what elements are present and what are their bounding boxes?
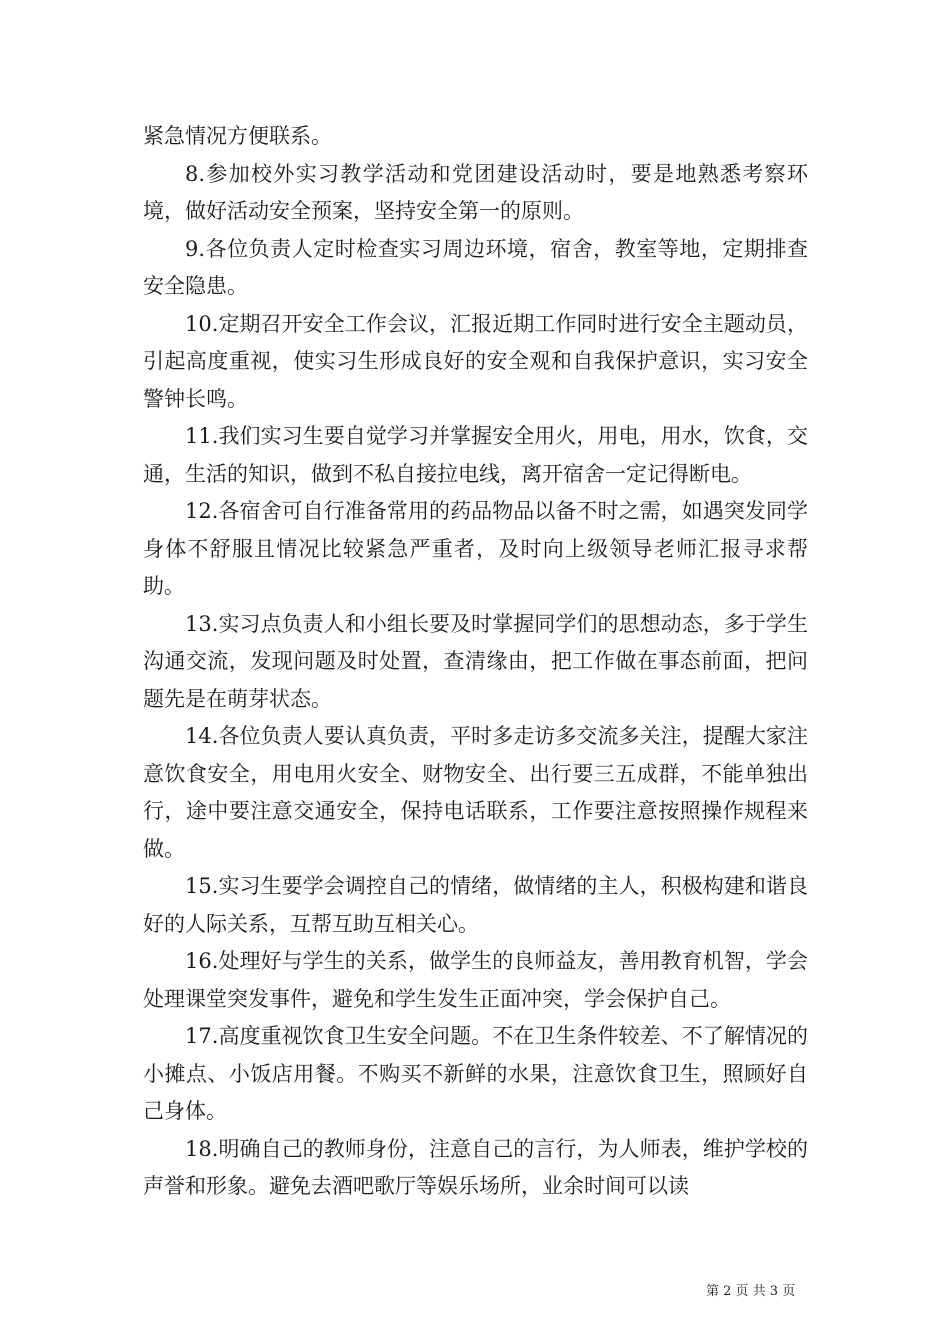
- paragraph-item-9: 9.各位负责人定时检查实习周边环境，宿舍，教室等地，定期排查安全隐患。: [143, 236, 808, 298]
- paragraph-item-14: 14.各位负责人要认真负责，平时多走访多交流多关注，提醒大家注意饮食安全，用电用火安全、财物安全、出行要三五成群，不能单独出行，途中要注意交通安全，保持电话联系，工作要注意按照操作规程来做。: [143, 724, 808, 861]
- paragraph-item-16: 16.处理好与学生的关系，做学生的良师益友，善用教育机智，学会处理课堂突发事件，避免和学生发生正面冲突，学会保护自己。: [143, 949, 808, 1011]
- paragraph-0: 紧急情况方便联系。: [143, 124, 332, 148]
- paragraph-item-18: 18.明确自己的教师身份，注意自己的言行，为人师表，维护学校的声誉和形象。避免去酒吧歌厅等娱乐场所，业余时间可以读: [143, 1136, 808, 1198]
- paragraph-item-15: 15.实习生要学会调控自己的情绪，做情绪的主人，积极构建和谐良好的人际关系，互帮互助互相关心。: [143, 874, 808, 936]
- paragraph-item-11: 11.我们实习生要自觉学习并掌握安全用火，用电，用水，饮食，交通，生活的知识，做到不私自接拉电线，离开宿舍一定记得断电。: [143, 424, 808, 486]
- page-number-footer: 第 2 页 共 3 页: [706, 1284, 796, 1299]
- paragraph-item-13: 13.实习点负责人和小组长要及时掌握同学们的思想动态，多于学生沟通交流，发现问题及时处置，查清缘由，把工作做在事态前面，把问题先是在萌芽状态。: [143, 611, 808, 711]
- document-body: [143, 118, 808, 1206]
- paragraph-item-10: 10.定期召开安全工作会议，汇报近期工作同时进行安全主题动员，引起高度重视，使实习生形成良好的安全观和自我保护意识，实习安全警钟长鸣。: [143, 311, 808, 411]
- paragraph-item-8: 8.参加校外实习教学活动和党团建设活动时，要是地熟悉考察环境，做好活动安全预案，坚持安全第一的原则。: [143, 161, 808, 223]
- paragraph-item-12: 12.各宿舍可自行准备常用的药品物品以备不时之需，如遇突发同学身体不舒服且情况比较紧急严重者，及时向上级领导老师汇报寻求帮助。: [143, 499, 808, 598]
- paragraph-item-17: 17.高度重视饮食卫生安全问题。不在卫生条件较差、不了解情况的小摊点、小饭店用餐。不购买不新鲜的水果，注意饮食卫生，照顾好自己身体。: [143, 1024, 808, 1123]
